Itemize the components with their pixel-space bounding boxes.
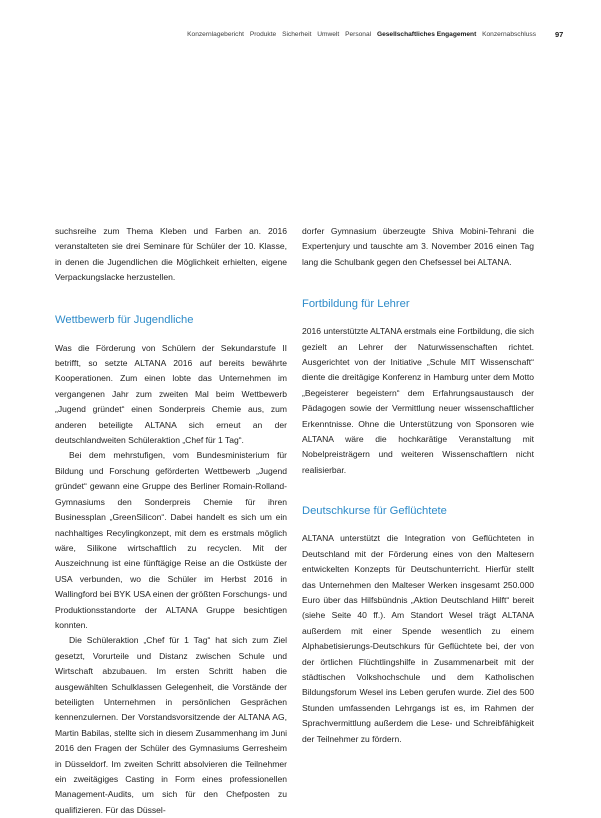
- nav-item-konzernlagebericht[interactable]: Konzernlagebericht: [187, 31, 244, 38]
- nav-item-umwelt[interactable]: Umwelt: [317, 31, 340, 38]
- right-intro-paragraph: dorfer Gymnasium überzeugte Shiva Mobini-Tehrani die Expertenjury und tauschte am 3. November 2016 einen Tag lang die Schulbank gegen den Chefsessel bei ALTANA.: [302, 226, 534, 267]
- left-paragraph-1: Was die Förderung von Schülern der Sekundarstufe II betrifft, so setzte ALTANA 2016 auf bereits bewährte Kooperationen. Zum einen lobte das Unternehmen im vergangenen Jahr zum zweiten Mal beim Wettbewerb „Jugend gründet“ einen Sonderpreis Chemie aus, zum anderen beteiligte ALTANA sich erneut an der deutschlandweiten Schüleraktion „Chef für 1 Tag“.: [55, 342, 287, 446]
- heading-wettbewerb: Wettbewerb für Jugendliche: [55, 313, 194, 326]
- section-navigation: [0, 31, 536, 38]
- left-paragraph-2: Bei dem mehrstufigen, vom Bundesministerium für Bildung und Forschung geförderten Wettbewerb „Jugend gründet“ gewann eine Gruppe des Berliner Romain-Rolland-Gymnasiums den Sonderpreis Chemie für ihren Businessplan „GreenSilicon“. Dabei handelt es sich um ein nachhaltiges Recylingkonzept, mit dem es erstmals möglich wäre, Silikone wirtschaftlich zu recyclen. Mit der Auszeichnung ist eine fünftägige Reise an die Ostküste der USA verbunden, wo die Schüler im Herbst 2016 in Wallingford bei BYK USA einen der größten Forschungs- und Produktionsstandorte der ALTANA Gruppe besichtigen konnten.: [55, 450, 287, 630]
- heading-fortbildung: Fortbildung für Lehrer: [302, 298, 410, 311]
- nav-item-konzernabschluss[interactable]: Konzernabschluss: [482, 31, 536, 38]
- right-paragraph-2: ALTANA unterstützt die Integration von Geflüchteten in Deutschland mit der Förderung eines von den Maltesern entwickelten Konzepts für Deutschunterricht. Hierfür stellt das Unternehmen den Malteser Werken insgesamt 250.000 Euro über das Hilfsbündnis „Aktion Deutschland Hilft“ bereit (siehe Seite 40 ff.). Am Standort Wesel trägt ALTANA außerdem mit einer Spende wesentlich zu einem Alphabetisierungs-Deutschkurs für Geflüchtete bei, der von der örtlichen Flüchtlingshilfe in Zusammenarbeit mit der städtischen Volkshochschule und dem Katholischen Bildungsforum Wesel ins Leben gerufen wurde. Ziel des 500 Stunden umfassenden Lehrgangs ist es, im Rahmen der Sprachvermittlung außerdem die Lese- und Schreibfähigkeit der Teilnehmer zu fördern.: [302, 533, 534, 744]
- left-intro-paragraph: suchsreihe zum Thema Kleben und Farben an. 2016 veranstalteten sie drei Seminare für Schüler der 10. Klasse, in denen die Jugendlichen die Möglichkeit erhielten, eigene Verpackungslacke herzustellen.: [55, 226, 287, 283]
- heading-deutschkurse: Deutschkurse für Geflüchtete: [302, 505, 447, 518]
- right-paragraph-1: 2016 unterstützte ALTANA erstmals eine Fortbildung, die sich gezielt an Lehrer der Naturwissenschaften richtet. Ausgerichtet von der Initiative „Schule MIT Wissenschaft“ diente die dreitägige Konferenz in Hamburg unter dem Motto „Begeisterer begeistern“ dem Erfahrungsaustausch der Pädagogen sowie der Vermittlung neuer wissenschaftlicher Erkenntnisse. Ohne die Unterstützung von Sponsoren wie ALTANA wäre die hochkarätige Veranstaltung mit Nobelpreisträgern und weiteren Wissenschaftlern nicht realisierbar.: [302, 326, 534, 475]
- left-column: [55, 224, 287, 818]
- nav-item-sicherheit[interactable]: Sicherheit: [282, 31, 312, 38]
- left-paragraph-3: Die Schüleraktion „Chef für 1 Tag“ hat sich zum Ziel gesetzt, Vorurteile und Distanz zwischen Schule und Wirtschaft abzubauen. Im ersten Schritt haben die ausgewählten Schulklassen Gelegenheit, die Vorstände der beteiligten Unternehmen in persönlichen Gesprächen kennenzulernen. Der Vorstandsvorsitzende der ALTANA AG, Martin Babilas, stellte sich in diesem Zusammenhang im Juni 2016 den Fragen der Schüler des Gymnasiums Gerresheim in Düsseldorf. Im zweiten Schritt absolvieren die Teilnehmer ein zweitägiges Casting in Form eines professionellen Management-Audits, um sich für den Chefposten zu qualifizieren. Für das Düssel-: [55, 635, 287, 815]
- nav-item-produkte[interactable]: Produkte: [249, 31, 277, 38]
- nav-item-personal[interactable]: Personal: [345, 31, 372, 38]
- right-column: [302, 224, 534, 747]
- page-number: 97: [555, 30, 564, 39]
- nav-item-gesellschaftliches-engagement[interactable]: Gesellschaftliches Engagement: [376, 31, 477, 38]
